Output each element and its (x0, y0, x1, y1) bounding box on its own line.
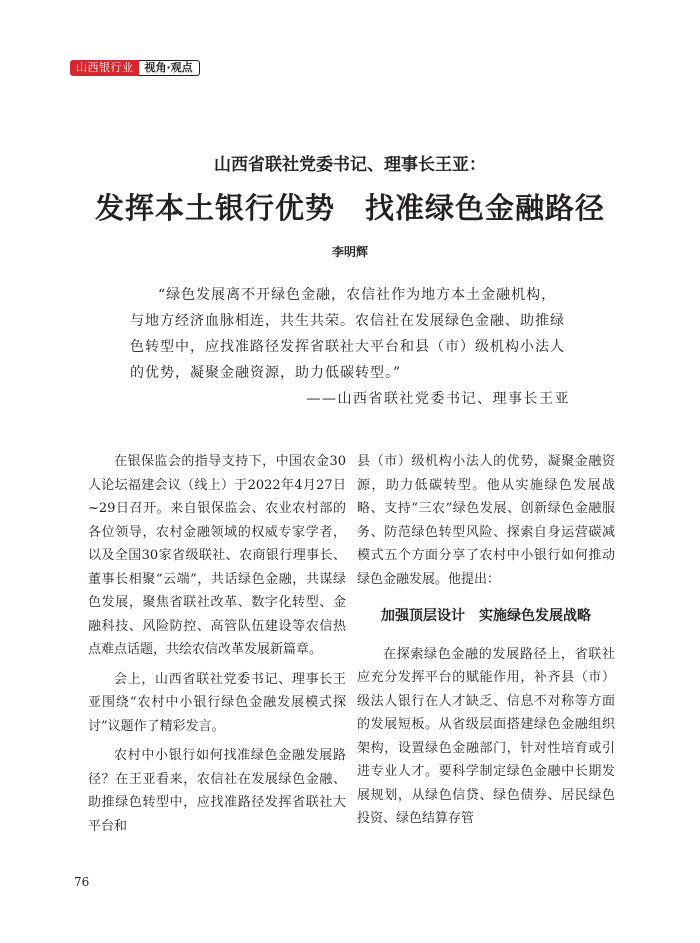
article-author: 李明辉 (331, 245, 368, 259)
body-paragraph: 在银保监会的指导支持下，中国农金30人论坛福建会议（线上）于2022年4月27日~29日召开。来自银保监会、农业农村部的各位领导，农村金融领域的权威专家学者，以及全国30家省级联社、农商银行理事长、董事长相聚“云端”，共话绿色金融，共谋绿色发展，聚焦省联社改革、数字化转型、金融科技、风险防控、高管队伍建设等农信热点难点话题，共绘农信改革发展新篇章。 (88, 454, 346, 657)
page-number: 76 (74, 875, 90, 889)
body-column-right (357, 450, 615, 837)
section-tag (70, 60, 200, 76)
pull-quote (130, 282, 570, 412)
section-tag-secondary: 视角·观点 (139, 60, 200, 76)
article-subtitle: 山西省联社党委书记、理事长王亚： (214, 155, 486, 175)
pull-quote-attribution: ——山西省联社党委书记、理事长王亚 (306, 391, 570, 407)
body-paragraph: 农村中小银行如何找准绿色金融发展路径？在王亚看来，农信社在发展绿色金融、助推绿色转型中，应找准路径发挥省联社大平台和 (88, 748, 346, 834)
body-paragraph: 县（市）级机构小法人的优势，凝聚金融资源，助力低碳转型。他从实施绿色发展战略、支持“三农”绿色发展、创新绿色金融服务、防范绿色转型风险、探索自身运营碳减模式五个方面分享了农村中小银行如何推动绿色金融发展。他提出： (357, 454, 615, 587)
section-tag-primary: 山西银行业 (70, 60, 139, 76)
article-title: 发挥本土银行优势 找准绿色金融路径 (94, 191, 605, 225)
body-column-left (88, 450, 346, 844)
pull-quote-text: “绿色发展离不开绿色金融，农信社作为地方本土金融机构，与地方经济血脉相连，共生共荣。农信社在发展绿色金融、助推绿色转型中，应找准路径发挥省联社大平台和县（市）级机构小法人的优势，凝聚金融资源，助力低碳转型。” (130, 287, 565, 381)
section-heading: 加强顶层设计 实施绿色发展战略 (381, 608, 591, 624)
body-paragraph: 在探索绿色金融的发展路径上，省联社应充分发挥平台的赋能作用，补齐县（市）级法人银行在人才缺乏、信息不对称等方面的发展短板。从省级层面搭建绿色金融组织架构，设置绿色金融部门，针对性培育或引进专业人才。要科学制定绿色金融中长期发展规划，从绿色信贷、绿色债券、居民绿色投资、绿色结算存管 (357, 646, 615, 826)
body-paragraph: 会上，山西省联社党委书记、理事长王亚围绕“农村中小银行绿色金融发展模式探讨”议题作了精彩发言。 (88, 671, 346, 734)
